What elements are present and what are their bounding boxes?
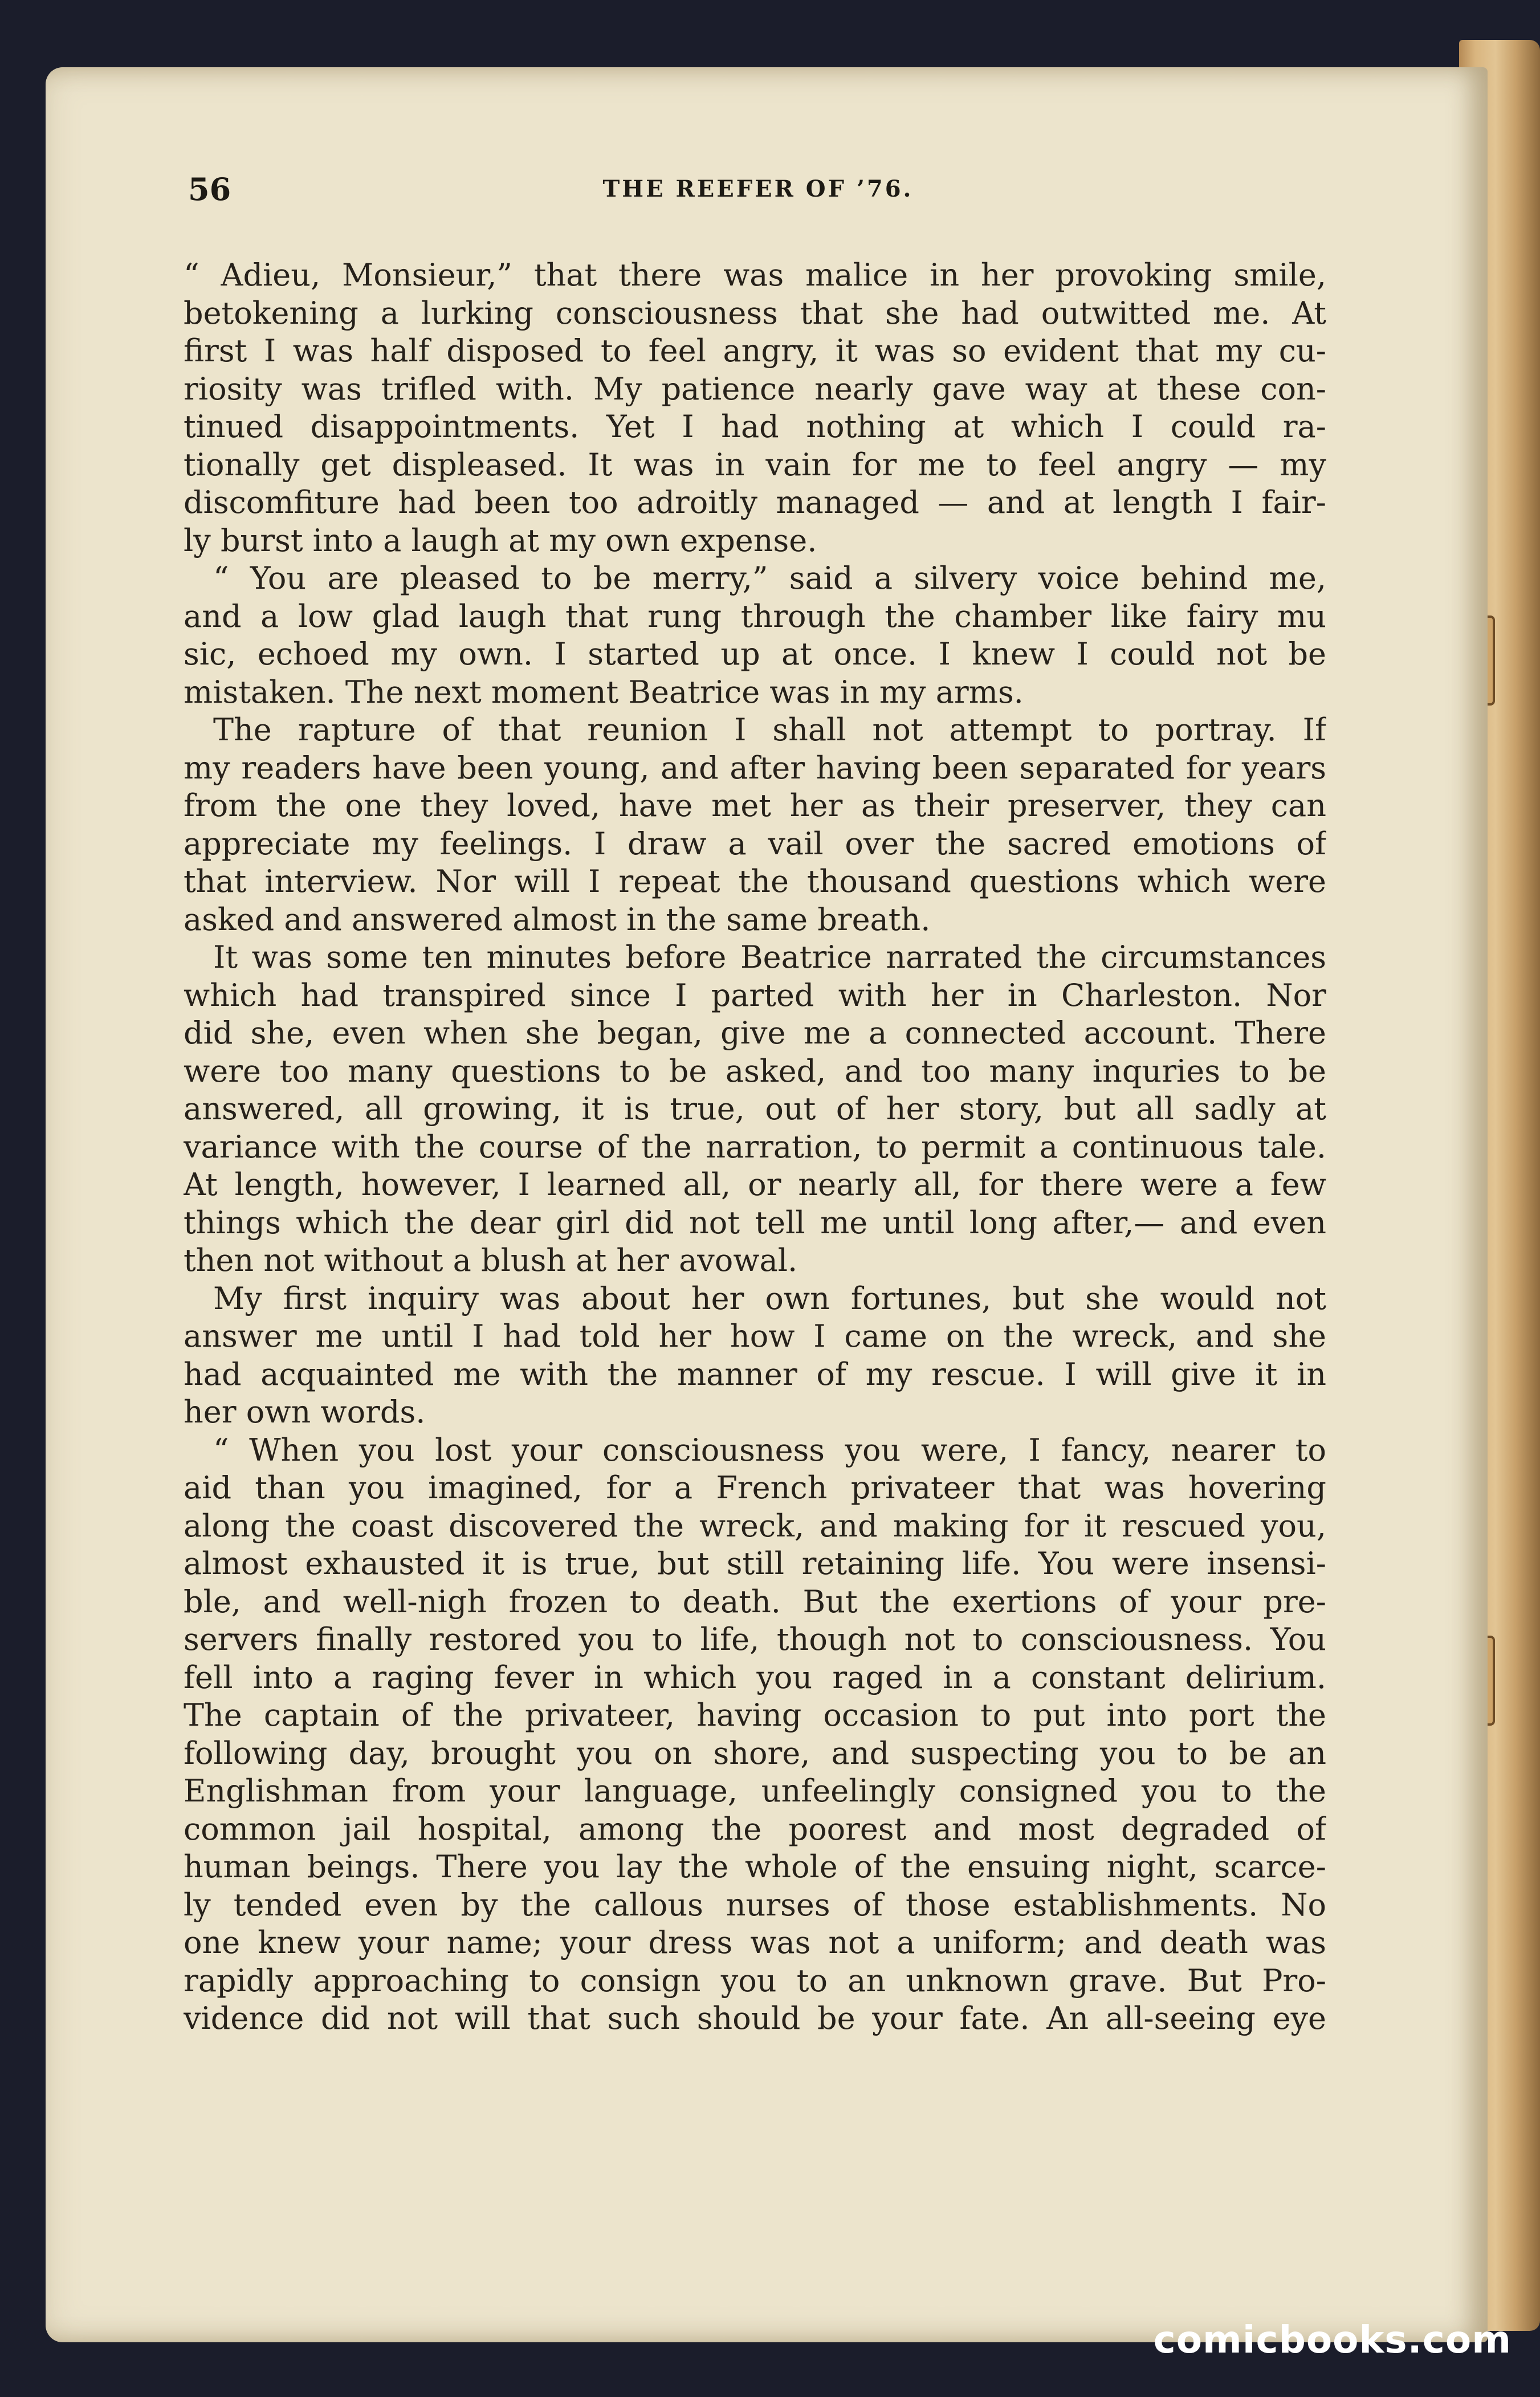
page-number: 56 (188, 171, 231, 207)
text-line: rapidly approaching to consign you to an unknown grave. But Pro- (184, 1962, 1326, 1999)
text-line: did she, even when she began, give me a connected account. There (184, 1015, 1326, 1051)
text-line: first I was half disposed to feel angry, it was so evident that my cu- (184, 333, 1326, 369)
text-line: human beings. There you lay the whole of the ensuing night, scarce- (184, 1849, 1326, 1885)
text-line: discomfiture had been too adroitly managed — and at length I fair- (184, 484, 1326, 520)
text-line: sic, echoed my own. I started up at once. I knew I could not be (184, 636, 1326, 672)
text-line: “ You are pleased to be merry,” said a silvery voice behind me, (213, 560, 1326, 596)
text-line: ly burst into a laugh at my own expense. (184, 522, 817, 559)
text-line: common jail hospital, among the poorest and most degraded of (184, 1811, 1326, 1847)
text-line: that interview. Nor will I repeat the thousand questions which were (184, 863, 1326, 899)
text-line: The captain of the privateer, having occasion to put into port the (184, 1697, 1326, 1733)
text-line: had acquainted me with the manner of my rescue. I will give it in (184, 1356, 1326, 1392)
text-line: ly tended even by the callous nurses of those establishments. No (184, 1886, 1326, 1923)
text-line: and a low glad laugh that rung through the chamber like fairy mu (184, 598, 1326, 634)
text-line: asked and answered almost in the same breath. (184, 901, 931, 937)
text-line: my readers have been young, and after having been separated for years (184, 749, 1326, 786)
text-line: aid than you imagined, for a French privateer that was hovering (184, 1470, 1326, 1506)
text-line: answer me until I had told her how I came on the wreck, and she (184, 1318, 1326, 1354)
text-line: were too many questions to be asked, and too many inquries to be (184, 1053, 1326, 1089)
text-line: vidence did not will that such should be your fate. An all-seeing eye (184, 2000, 1326, 2036)
text-line: mistaken. The next moment Beatrice was in my arms. (184, 674, 1024, 710)
text-line: riosity was trifled with. My patience nearly gave way at these con- (184, 370, 1326, 407)
text-line: It was some ten minutes before Beatrice narrated the circumstances (213, 939, 1326, 975)
text-line: one knew your name; your dress was not a uniform; and death was (184, 1925, 1326, 1960)
text-line: My first inquiry was about her own fortunes, but she would not (213, 1280, 1326, 1316)
text-line: fell into a raging fever in which you raged in a constant delirium. (184, 1659, 1326, 1695)
text-line: At length, however, I learned all, or nearly all, for there were a few (184, 1167, 1326, 1202)
site-watermark: comicbooks.com (1153, 2318, 1512, 2362)
text-line: from the one they loved, have met her as their preserver, they can (184, 788, 1326, 824)
text-line: following day, brought you on shore, and suspecting you to be an (184, 1735, 1326, 1771)
text-line: her own words. (184, 1394, 426, 1430)
text-line: Englishman from your language, unfeelingly consigned you to the (184, 1773, 1326, 1809)
body-text (184, 256, 1326, 2038)
text-line: ble, and well-nigh frozen to death. But the exertions of your pre- (184, 1583, 1326, 1620)
text-line: along the coast discovered the wreck, and making for it rescued you, (184, 1507, 1326, 1544)
text-line: tionally get displeased. It was in vain for me to feel angry — my (184, 446, 1326, 483)
running-title: THE REEFER OF ’76. (602, 176, 914, 202)
text-line: then not without a blush at her avowal. (184, 1242, 798, 1278)
text-line: things which the dear girl did not tell me until long after,— and even (184, 1204, 1326, 1241)
text-line: tinued disappointments. Yet I had nothing at which I could ra- (184, 409, 1326, 445)
text-line: variance with the course of the narration, to permit a continuous tale. (184, 1128, 1326, 1165)
text-line: appreciate my feelings. I draw a vail over the sacred emotions of (184, 825, 1326, 862)
text-line: answered, all growing, it is true, out of her story, but all sadly at (184, 1091, 1326, 1127)
text-line: which had transpired since I parted with her in Charleston. Nor (184, 977, 1326, 1013)
text-line: servers finally restored you to life, though not to consciousness. You (184, 1621, 1326, 1657)
text-line: “ Adieu, Monsieur,” that there was malice in her provoking smile, (184, 257, 1326, 293)
text-line: betokening a lurking consciousness that she had outwitted me. At (184, 295, 1326, 331)
running-head (188, 171, 1328, 217)
text-line: The rapture of that reunion I shall not attempt to portray. If (213, 712, 1326, 748)
text-line: almost exhausted it is true, but still retaining life. You were insensi- (184, 1546, 1326, 1581)
text-line: “ When you lost your consciousness you were, I fancy, nearer to (213, 1432, 1326, 1468)
